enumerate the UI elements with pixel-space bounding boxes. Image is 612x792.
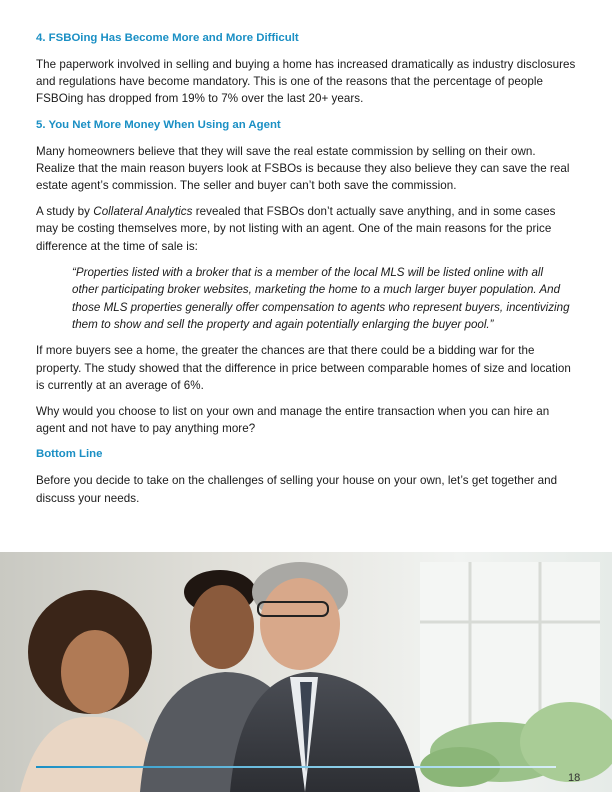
study-text-after: revealed that FSBOs don’t actually save anything, and in some cases may be costing themselves more, by not listing with an agent. One of the main reasons for the price difference at the time of sale is:	[36, 205, 556, 253]
page-content	[36, 30, 576, 516]
paragraph-paperwork: The paperwork involved in selling and buying a home has increased dramatically as industry disclosures and regulations have become mandatory. This is one of the reasons that the percentage of people FSBOing has dropped from 19% to 7% over the last 20+ years.	[36, 58, 576, 106]
photo-agent-with-couple	[0, 552, 612, 792]
paragraph-more-buyers: If more buyers see a home, the greater the chances are that there could be a bidding war for the property. The study showed that the difference in price between comparable homes of size and location is currently at an average of 6%.	[36, 344, 571, 392]
study-text-before: A study by	[36, 205, 94, 219]
study-quote: “Properties listed with a broker that is a member of the local MLS will be listed online with all other participating broker websites, marketing the home to a much larger buyer population. And those MLS properties generally offer compensation to agents who represent buyers, incentivizing them to show and sell the property and again potentially enlarging the buyer pool.”	[72, 265, 570, 332]
paragraph-collateral-analytics-study	[36, 203, 576, 255]
section-heading-fsboing-difficult: 4. FSBOing Has Become More and More Difficult	[36, 32, 299, 44]
paragraph-homeowners-believe: Many homeowners believe that they will save the real estate commission by selling on their own. Realize that the main reason buyers look at FSBOs is because they also believe they can save the real estate agent’s commission. The seller and buyer can’t both save the commission.	[36, 144, 570, 193]
study-source-name: Collateral Analytics	[93, 205, 193, 219]
footer-rule	[36, 766, 556, 768]
paragraph-bottom-line: Before you decide to take on the challenges of selling your house on your own, let’s get together and discuss your needs.	[36, 474, 558, 505]
paragraph-why-list-own: Why would you choose to list on your own and manage the entire transaction when you can hire an agent and not have to pay anything more?	[36, 405, 550, 436]
section-heading-net-more-money: 5. You Net More Money When Using an Agent	[36, 118, 281, 131]
section-heading-bottom-line: Bottom Line	[36, 448, 103, 461]
page-number: 18	[568, 772, 581, 784]
